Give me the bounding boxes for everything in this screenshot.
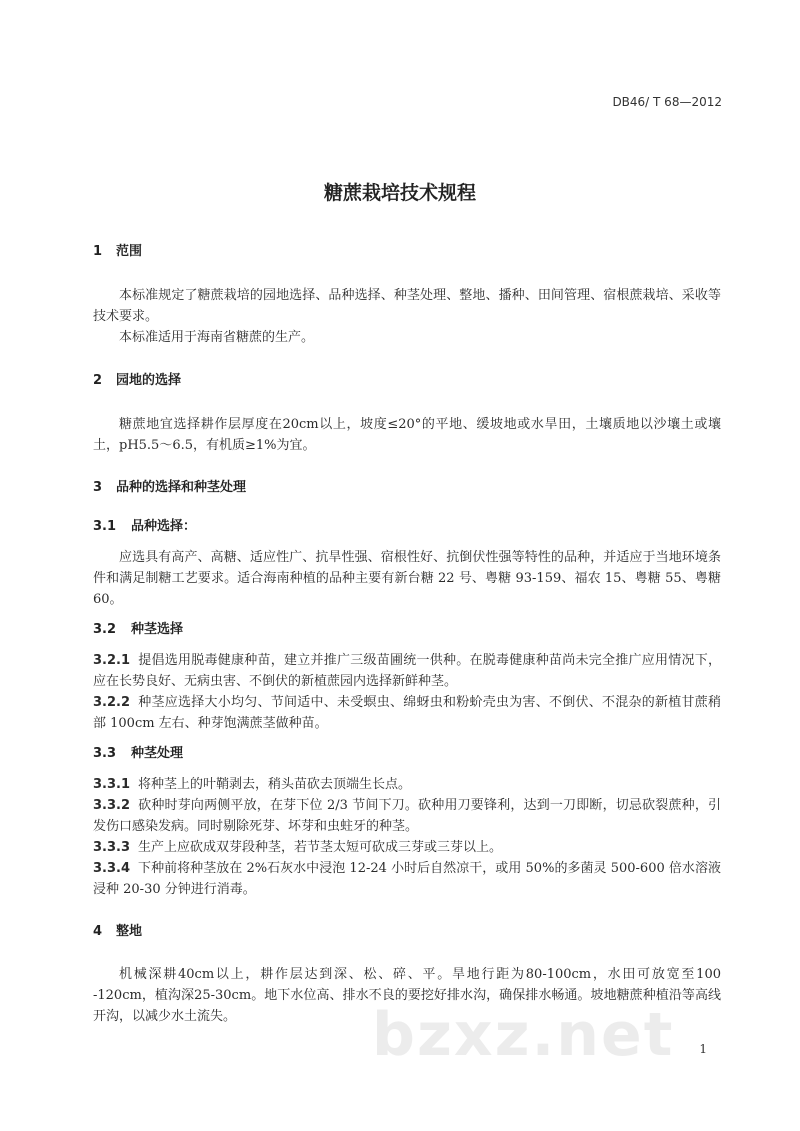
clause-number: 3.2.1 [93, 653, 131, 668]
subsection-heading-3-2 [93, 620, 721, 640]
standard-code: DB46/ T 68—2012 [612, 95, 722, 109]
paragraph: 本标准规定了糖蔗栽培的园地选择、品种选择、种茎处理、整地、播种、田间管理、宿根蔗栽培、采收等技术要求。 [93, 288, 721, 324]
section-number: 3.2 [93, 622, 117, 637]
section-heading-3 [93, 478, 721, 498]
section-title: 整地 [116, 924, 143, 939]
page-number: 1 [699, 1042, 707, 1056]
document-body [93, 242, 721, 1027]
section-number: 3.3 [93, 746, 117, 761]
section-title: 种茎处理 [131, 746, 184, 761]
clause-item [93, 858, 721, 900]
subsection-heading-3-3 [93, 744, 721, 764]
document-title: 糖蔗栽培技术规程 [323, 182, 476, 204]
paragraph: 机械深耕40cm以上，耕作层达到深、松、碎、平。旱地行距为80-100cm，水田可放宽至100 -120cm，植沟深25-30cm。地下水位高、排水不良的要挖好排水沟，确保排水畅通。坡地糖蔗种植沿等高线开沟，以减少水土流失。 [93, 967, 721, 1024]
section-number: 4 [93, 924, 103, 939]
section-number: 3 [93, 480, 103, 495]
paragraph: 应选具有高产、高糖、适应性广、抗旱性强、宿根性好、抗倒伏性强等特性的品种，并适应于当地环境条件和满足制糖工艺要求。适合海南种植的品种主要有新台糖 22 号、粤糖 93-159、福农 15、粤糖 55、粤糖 60。 [93, 550, 721, 607]
subsection-heading-3-1 [93, 517, 721, 537]
clause-number: 3.3.3 [93, 840, 131, 855]
clause-number: 3.3.4 [93, 861, 131, 876]
clause-number: 3.2.2 [93, 695, 131, 710]
section-number: 2 [93, 373, 103, 388]
clause-item [93, 692, 721, 734]
clause-number: 3.3.2 [93, 798, 131, 813]
section-number: 1 [93, 244, 103, 259]
clause-text: 下种前将种茎放在 2%石灰水中浸泡 12-24 小时后自然凉干，或用 50%的多菌灵 500-600 倍水溶液浸种 20-30 分钟进行消毒。 [93, 861, 721, 897]
clause-item [93, 774, 721, 795]
clause-text: 砍种时芽向两侧平放，在芽下位 2/3 节间下刀。砍种用刀要锋利，达到一刀即断，切忌砍裂蔗种，引发伤口感染发病。同时剔除死芽、坏芽和虫蛀牙的种茎。 [93, 798, 721, 834]
section-title: 品种的选择和种茎处理 [116, 480, 247, 495]
clause-text: 将种茎上的叶鞘剥去，稍头苗砍去顶端生长点。 [138, 777, 412, 792]
clause-text: 提倡选用脱毒健康种苗，建立并推广三级苗圃统一供种。在脱毒健康种苗尚未完全推广应用情况下，应在长势良好、无病虫害、不倒伏的新植蔗园内选择新鲜种茎。 [93, 653, 721, 689]
section-title: 园地的选择 [116, 373, 182, 388]
clause-number: 3.3.1 [93, 777, 131, 792]
clause-text: 生产上应砍成双芽段种茎，若节茎太短可砍成三芽或三芽以上。 [138, 840, 503, 855]
watermark-logo: bzxz.net [372, 1000, 675, 1070]
section-heading-2 [93, 371, 721, 391]
section-heading-1 [93, 242, 721, 262]
clause-item [93, 795, 721, 837]
section-title: 范围 [116, 244, 143, 259]
clause-text: 种茎应选择大小均匀、节间适中、未受螟虫、绵蚜虫和粉蚧壳虫为害、不倒伏、不混杂的新植甘蔗稍部 100cm 左右、种芽饱满蔗茎做种苗。 [93, 695, 721, 731]
clause-item [93, 650, 721, 692]
section-heading-4 [93, 922, 721, 942]
section-title: 品种选择： [131, 519, 197, 534]
paragraph: 本标准适用于海南省糖蔗的生产。 [119, 330, 315, 345]
section-number: 3.1 [93, 519, 117, 534]
clause-item [93, 837, 721, 858]
section-title: 种茎选择 [131, 622, 184, 637]
paragraph: 糖蔗地宜选择耕作层厚度在20cm以上，坡度≤20°的平地、缓坡地或水旱田，土壤质地以沙壤土或壤土，pH5.5～6.5，有机质≥1%为宜。 [93, 417, 721, 453]
